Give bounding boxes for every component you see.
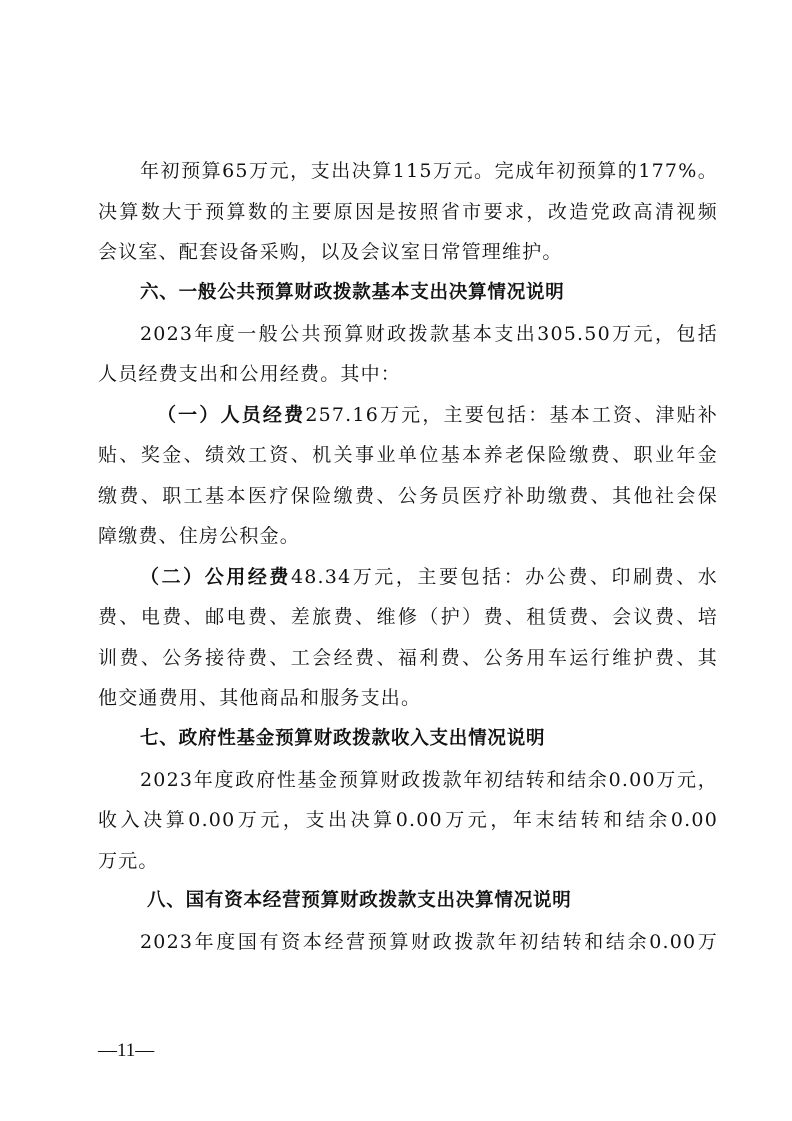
text-line-17: 收入决算0.00万元，支出决算0.00万元，年末结转和结余0.00 xyxy=(98,809,718,831)
text-line-14: 他交通费用、其他商品和服务支出。 xyxy=(98,687,422,709)
text-line-16: 2023年度政府性基金预算财政拨款年初结转和结余0.00万元， xyxy=(140,769,718,791)
text-line-6: 人员经费支出和公用经费。其中： xyxy=(98,363,402,385)
text-line-8: 贴、奖金、绩效工资、机关事业单位基本养老保险缴费、职业年金 xyxy=(98,444,718,466)
subheading-public-expenses: 公用经费 xyxy=(204,566,291,588)
text-line-11 xyxy=(140,564,718,590)
text-line-12: 费、电费、邮电费、差旅费、维修（护）费、租赁费、会议费、培 xyxy=(98,606,718,628)
public-expenses-text: 48.34万元，主要包括：办公费、印刷费、水 xyxy=(290,566,718,588)
section-heading-7: 七、政府性基金预算财政拨款收入支出情况说明 xyxy=(140,728,546,749)
text-line-10: 障缴费、住房公积金。 xyxy=(98,525,301,547)
text-line-3: 会议室、配套设备采购，以及会议室日常管理维护。 xyxy=(98,241,563,263)
section-heading-6: 六、一般公共预算财政拨款基本支出决算情况说明 xyxy=(140,282,565,303)
personnel-expenses-text: 257.16万元，主要包括：基本工资、津贴补 xyxy=(305,404,718,426)
text-line-13: 训费、公务接待费、工会经费、福利费、公务用车运行维护费、其 xyxy=(98,647,718,669)
text-line-7 xyxy=(157,402,718,428)
text-line-20: 2023年度国有资本经营预算财政拨款年初结转和结余0.00万 xyxy=(140,931,718,953)
subheading-prefix-2: （二） xyxy=(140,566,205,588)
section-heading-8: 八、国有资本经营预算财政拨款支出决算情况说明 xyxy=(147,890,572,911)
page-number: —11— xyxy=(98,1040,155,1061)
text-line-18: 万元。 xyxy=(98,850,159,872)
text-line-5: 2023年度一般公共预算财政拨款基本支出305.50万元，包括 xyxy=(140,323,718,345)
text-line-9: 缴费、职工基本医疗保险缴费、公务员医疗补助缴费、其他社会保 xyxy=(98,485,718,507)
text-line-2: 决算数大于预算数的主要原因是按照省市要求，改造党政高清视频 xyxy=(98,201,718,223)
subheading-prefix-1: （一） xyxy=(157,404,221,426)
text-line-1: 年初预算65万元，支出决算115万元。完成年初预算的177%。 xyxy=(140,160,718,182)
subheading-personnel-expenses: 人员经费 xyxy=(220,404,306,426)
